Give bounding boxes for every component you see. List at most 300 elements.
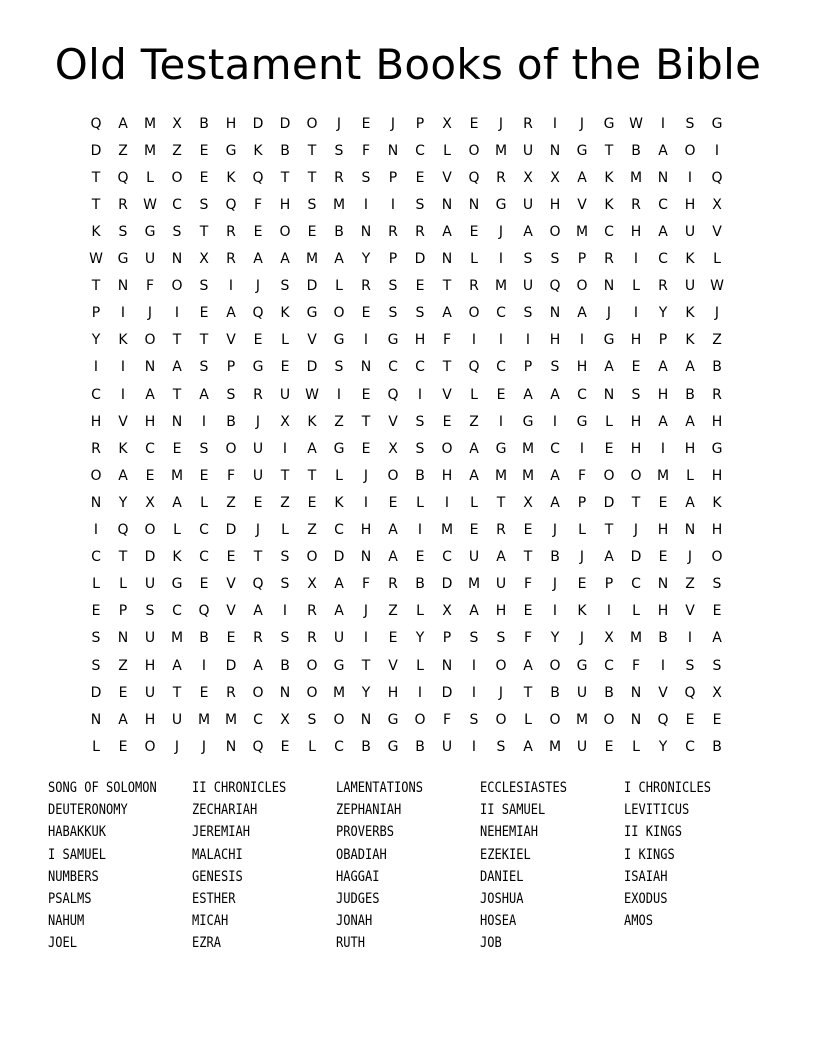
grid-letter[interactable]: Q	[90, 115, 102, 132]
grid-letter[interactable]: U	[171, 711, 183, 728]
grid-letter[interactable]: M	[170, 630, 184, 647]
grid-letter[interactable]: R	[658, 278, 668, 295]
grid-letter[interactable]: X	[172, 115, 182, 132]
grid-letter[interactable]: F	[361, 142, 371, 159]
grid-letter[interactable]: C	[631, 576, 641, 593]
grid-letter[interactable]: K	[577, 603, 587, 620]
grid-letter[interactable]: Q	[549, 278, 561, 295]
grid-letter[interactable]: V	[226, 332, 236, 349]
grid-letter[interactable]: Q	[468, 169, 480, 186]
grid-letter[interactable]: M	[548, 738, 562, 755]
grid-letter[interactable]: I	[687, 630, 693, 647]
grid-letter[interactable]: H	[144, 413, 156, 430]
grid-letter[interactable]: A	[199, 386, 209, 403]
grid-letter[interactable]: I	[471, 657, 477, 674]
grid-letter[interactable]: D	[306, 359, 318, 376]
grid-letter[interactable]: M	[494, 142, 508, 159]
grid-letter[interactable]: L	[92, 576, 100, 593]
grid-letter[interactable]: E	[604, 440, 614, 457]
grid-letter[interactable]: H	[657, 603, 669, 620]
grid-letter[interactable]: T	[604, 142, 614, 159]
grid-letter[interactable]: J	[255, 522, 261, 538]
grid-letter[interactable]: I	[687, 169, 693, 186]
grid-letter[interactable]: U	[576, 738, 588, 755]
grid-letter[interactable]: N	[90, 494, 102, 511]
grid-letter[interactable]: S	[685, 657, 695, 674]
grid-letter[interactable]: K	[253, 142, 263, 159]
grid-letter[interactable]: P	[523, 359, 533, 376]
grid-letter[interactable]: L	[416, 603, 424, 620]
grid-letter[interactable]: I	[201, 657, 207, 674]
grid-letter[interactable]: A	[469, 440, 479, 457]
grid-letter[interactable]: G	[387, 711, 399, 728]
grid-letter[interactable]: I	[579, 440, 585, 457]
grid-letter[interactable]: D	[225, 522, 237, 538]
grid-letter[interactable]: F	[523, 576, 533, 593]
grid-letter[interactable]: N	[171, 251, 183, 267]
grid-letter[interactable]: L	[416, 494, 424, 511]
grid-letter[interactable]: O	[603, 711, 615, 728]
grid-letter[interactable]: H	[144, 657, 156, 674]
grid-letter[interactable]: I	[444, 494, 450, 511]
grid-letter[interactable]: C	[145, 440, 155, 457]
grid-letter[interactable]: A	[604, 359, 614, 376]
grid-letter[interactable]: O	[684, 142, 696, 159]
grid-letter[interactable]: H	[684, 440, 696, 457]
grid-letter[interactable]: L	[632, 603, 640, 620]
grid-letter[interactable]: T	[523, 684, 533, 701]
grid-letter[interactable]: Q	[252, 305, 264, 322]
grid-letter[interactable]: G	[711, 440, 723, 457]
grid-letter[interactable]: K	[172, 549, 182, 566]
grid-letter[interactable]: O	[144, 522, 156, 538]
grid-letter[interactable]: O	[144, 738, 156, 755]
grid-letter[interactable]: H	[576, 359, 588, 376]
grid-letter[interactable]: H	[495, 603, 507, 620]
grid-letter[interactable]: O	[549, 223, 561, 240]
grid-letter[interactable]: V	[388, 657, 398, 674]
grid-letter[interactable]: G	[333, 440, 345, 457]
grid-letter[interactable]: T	[523, 549, 533, 566]
grid-letter[interactable]: V	[226, 576, 236, 593]
grid-letter[interactable]: E	[118, 684, 128, 701]
grid-letter[interactable]: B	[712, 738, 722, 755]
grid-letter[interactable]: S	[523, 305, 533, 322]
grid-letter[interactable]: C	[172, 196, 182, 213]
grid-letter[interactable]: I	[417, 386, 423, 403]
grid-letter[interactable]: L	[173, 522, 181, 538]
grid-letter[interactable]: P	[118, 603, 128, 620]
grid-letter[interactable]: U	[522, 196, 534, 213]
grid-letter[interactable]: B	[280, 142, 290, 159]
grid-letter[interactable]: N	[684, 522, 696, 538]
grid-letter[interactable]: T	[172, 386, 182, 403]
grid-letter[interactable]: L	[119, 576, 127, 593]
grid-letter[interactable]: I	[174, 305, 180, 322]
grid-letter[interactable]: S	[334, 359, 344, 376]
grid-letter[interactable]: F	[442, 332, 452, 349]
grid-letter[interactable]: B	[334, 223, 344, 240]
grid-letter[interactable]: U	[144, 251, 156, 267]
grid-letter[interactable]: M	[494, 278, 508, 295]
grid-letter[interactable]: N	[441, 657, 453, 674]
grid-letter[interactable]: R	[307, 630, 317, 647]
grid-letter[interactable]: S	[712, 657, 722, 674]
grid-letter[interactable]: J	[363, 603, 369, 620]
grid-letter[interactable]: I	[93, 522, 99, 538]
grid-letter[interactable]: T	[199, 223, 209, 240]
grid-letter[interactable]: I	[201, 413, 207, 430]
grid-letter[interactable]: M	[467, 576, 481, 593]
grid-letter[interactable]: B	[604, 684, 614, 701]
grid-letter[interactable]: E	[469, 522, 479, 538]
grid-letter[interactable]: K	[280, 305, 290, 322]
grid-letter[interactable]: V	[118, 413, 128, 430]
grid-letter[interactable]: A	[442, 305, 452, 322]
grid-letter[interactable]: P	[442, 630, 452, 647]
grid-letter[interactable]: P	[658, 332, 668, 349]
grid-letter[interactable]: F	[442, 711, 452, 728]
grid-letter[interactable]: J	[687, 549, 693, 566]
grid-letter[interactable]: G	[225, 142, 237, 159]
grid-letter[interactable]: V	[442, 169, 452, 186]
grid-letter[interactable]: T	[496, 494, 506, 511]
grid-letter[interactable]: H	[279, 196, 291, 213]
grid-letter[interactable]: N	[603, 386, 615, 403]
grid-letter[interactable]: H	[549, 196, 561, 213]
grid-letter[interactable]: M	[629, 630, 643, 647]
grid-letter[interactable]: Y	[361, 684, 371, 701]
grid-letter[interactable]: I	[579, 332, 585, 349]
grid-letter[interactable]: L	[335, 467, 343, 484]
grid-letter[interactable]: E	[199, 305, 209, 322]
grid-letter[interactable]: X	[145, 494, 155, 511]
grid-letter[interactable]: H	[360, 522, 372, 538]
grid-letter[interactable]: B	[631, 142, 641, 159]
grid-letter[interactable]: A	[334, 576, 344, 593]
grid-letter[interactable]: P	[577, 494, 587, 511]
grid-letter[interactable]: T	[631, 494, 641, 511]
grid-letter[interactable]: N	[225, 738, 237, 755]
grid-letter[interactable]: C	[658, 251, 668, 267]
grid-letter[interactable]: A	[334, 603, 344, 620]
grid-letter[interactable]: G	[576, 142, 588, 159]
grid-letter[interactable]: E	[712, 603, 722, 620]
grid-letter[interactable]: F	[253, 196, 263, 213]
grid-letter[interactable]: I	[660, 440, 666, 457]
grid-letter[interactable]: A	[172, 359, 182, 376]
grid-letter[interactable]: O	[306, 657, 318, 674]
grid-letter[interactable]: U	[684, 223, 696, 240]
grid-letter[interactable]: E	[199, 169, 209, 186]
grid-letter[interactable]: C	[253, 711, 263, 728]
grid-letter[interactable]: C	[415, 142, 425, 159]
grid-letter[interactable]: A	[685, 494, 695, 511]
grid-letter[interactable]: J	[255, 413, 261, 430]
grid-letter[interactable]: E	[469, 115, 479, 132]
grid-letter[interactable]: A	[469, 603, 479, 620]
grid-letter[interactable]: O	[306, 549, 318, 566]
grid-letter[interactable]: S	[307, 196, 317, 213]
grid-letter[interactable]: D	[630, 549, 642, 566]
grid-letter[interactable]: K	[118, 440, 128, 457]
grid-letter[interactable]: S	[199, 440, 209, 457]
grid-letter[interactable]: Z	[226, 494, 236, 511]
grid-letter[interactable]: B	[415, 467, 425, 484]
grid-letter[interactable]: X	[712, 684, 722, 701]
grid-letter[interactable]: I	[660, 657, 666, 674]
grid-letter[interactable]: S	[496, 738, 506, 755]
grid-letter[interactable]: X	[442, 115, 452, 132]
grid-letter[interactable]: S	[415, 305, 425, 322]
grid-letter[interactable]: S	[307, 711, 317, 728]
grid-letter[interactable]: A	[658, 359, 668, 376]
grid-letter[interactable]: C	[334, 738, 344, 755]
grid-letter[interactable]: C	[199, 522, 209, 538]
grid-letter[interactable]: Z	[307, 522, 317, 538]
grid-letter[interactable]: A	[334, 251, 344, 267]
grid-letter[interactable]: A	[145, 386, 155, 403]
grid-letter[interactable]: Z	[334, 413, 344, 430]
grid-letter[interactable]: I	[552, 603, 558, 620]
grid-letter[interactable]: S	[523, 251, 533, 267]
grid-letter[interactable]: L	[605, 413, 613, 430]
grid-letter[interactable]: U	[684, 278, 696, 295]
grid-letter[interactable]: B	[199, 115, 209, 132]
grid-letter[interactable]: E	[712, 711, 722, 728]
grid-letter[interactable]: I	[93, 359, 99, 376]
grid-letter[interactable]: L	[713, 251, 721, 267]
grid-letter[interactable]: N	[441, 196, 453, 213]
grid-letter[interactable]: U	[144, 684, 156, 701]
grid-letter[interactable]: X	[523, 494, 533, 511]
grid-letter[interactable]: I	[660, 115, 666, 132]
grid-letter[interactable]: X	[280, 711, 290, 728]
grid-letter[interactable]: G	[576, 657, 588, 674]
grid-letter[interactable]: R	[631, 196, 641, 213]
grid-letter[interactable]: L	[146, 169, 154, 186]
grid-letter[interactable]: H	[549, 332, 561, 349]
grid-letter[interactable]: C	[658, 196, 668, 213]
grid-letter[interactable]: E	[388, 630, 398, 647]
grid-letter[interactable]: I	[552, 413, 558, 430]
grid-letter[interactable]: R	[91, 440, 101, 457]
grid-letter[interactable]: E	[388, 494, 398, 511]
grid-letter[interactable]: T	[307, 142, 317, 159]
grid-letter[interactable]: N	[360, 359, 372, 376]
grid-letter[interactable]: X	[712, 196, 722, 213]
grid-letter[interactable]: U	[576, 684, 588, 701]
grid-letter[interactable]: T	[604, 522, 614, 538]
grid-letter[interactable]: R	[334, 169, 344, 186]
grid-letter[interactable]: B	[361, 738, 371, 755]
grid-letter[interactable]: Z	[172, 142, 182, 159]
grid-letter[interactable]: Z	[388, 603, 398, 620]
grid-letter[interactable]: I	[498, 332, 504, 349]
grid-letter[interactable]: H	[711, 522, 723, 538]
grid-letter[interactable]: W	[710, 278, 724, 295]
grid-letter[interactable]: P	[604, 576, 614, 593]
grid-letter[interactable]: Z	[685, 576, 695, 593]
grid-letter[interactable]: A	[685, 413, 695, 430]
grid-letter[interactable]: O	[144, 332, 156, 349]
grid-letter[interactable]: N	[630, 684, 642, 701]
grid-letter[interactable]: S	[550, 251, 560, 267]
grid-letter[interactable]: I	[633, 251, 639, 267]
grid-letter[interactable]: P	[226, 359, 236, 376]
grid-letter[interactable]: N	[549, 305, 561, 322]
grid-letter[interactable]: S	[415, 413, 425, 430]
grid-letter[interactable]: L	[470, 386, 478, 403]
grid-letter[interactable]: N	[657, 576, 669, 593]
grid-letter[interactable]: P	[415, 115, 425, 132]
grid-letter[interactable]: C	[172, 603, 182, 620]
grid-letter[interactable]: M	[197, 711, 211, 728]
grid-letter[interactable]: E	[199, 467, 209, 484]
grid-letter[interactable]: K	[118, 332, 128, 349]
grid-letter[interactable]: A	[253, 657, 263, 674]
grid-letter[interactable]: N	[171, 413, 183, 430]
grid-letter[interactable]: V	[712, 223, 722, 240]
grid-letter[interactable]: F	[631, 657, 641, 674]
grid-letter[interactable]: M	[332, 196, 346, 213]
grid-letter[interactable]: G	[117, 251, 129, 267]
grid-letter[interactable]: T	[118, 549, 128, 566]
grid-letter[interactable]: D	[414, 251, 426, 267]
grid-letter[interactable]: N	[549, 142, 561, 159]
grid-letter[interactable]: E	[415, 278, 425, 295]
grid-letter[interactable]: X	[280, 413, 290, 430]
grid-letter[interactable]: S	[388, 278, 398, 295]
grid-letter[interactable]: H	[711, 467, 723, 484]
grid-letter[interactable]: Y	[415, 630, 425, 647]
grid-letter[interactable]: W	[143, 196, 157, 213]
grid-letter[interactable]: U	[252, 467, 264, 484]
grid-letter[interactable]: E	[361, 115, 371, 132]
grid-letter[interactable]: K	[685, 332, 695, 349]
grid-letter[interactable]: E	[658, 549, 668, 566]
grid-letter[interactable]: I	[282, 603, 288, 620]
grid-letter[interactable]: J	[174, 738, 180, 755]
grid-letter[interactable]: R	[496, 169, 506, 186]
grid-letter[interactable]: L	[443, 142, 451, 159]
grid-letter[interactable]: F	[577, 467, 587, 484]
grid-letter[interactable]: A	[550, 494, 560, 511]
grid-letter[interactable]: E	[523, 522, 533, 538]
grid-letter[interactable]: A	[253, 603, 263, 620]
grid-letter[interactable]: P	[388, 251, 398, 267]
grid-letter[interactable]: M	[170, 467, 184, 484]
grid-letter[interactable]: L	[686, 467, 694, 484]
grid-letter[interactable]: P	[388, 169, 398, 186]
grid-letter[interactable]: J	[390, 115, 396, 132]
grid-letter[interactable]: J	[498, 115, 504, 132]
grid-letter[interactable]: A	[523, 738, 533, 755]
grid-letter[interactable]: J	[336, 115, 342, 132]
grid-letter[interactable]: L	[470, 494, 478, 511]
grid-letter[interactable]: S	[712, 576, 722, 593]
grid-letter[interactable]: D	[603, 494, 615, 511]
grid-letter[interactable]: O	[279, 223, 291, 240]
grid-letter[interactable]: F	[361, 576, 371, 593]
grid-letter[interactable]: S	[199, 196, 209, 213]
grid-letter[interactable]: S	[91, 630, 101, 647]
grid-letter[interactable]: O	[630, 467, 642, 484]
grid-letter[interactable]: X	[388, 440, 398, 457]
grid-letter[interactable]: F	[145, 278, 155, 295]
grid-letter[interactable]: E	[145, 467, 155, 484]
grid-letter[interactable]: L	[92, 738, 100, 755]
grid-letter[interactable]: C	[388, 359, 398, 376]
grid-letter[interactable]: Q	[252, 576, 264, 593]
grid-letter[interactable]: N	[657, 169, 669, 186]
grid-letter[interactable]: I	[471, 684, 477, 701]
grid-letter[interactable]: C	[334, 522, 344, 538]
grid-letter[interactable]: T	[361, 413, 371, 430]
grid-letter[interactable]: G	[576, 413, 588, 430]
grid-letter[interactable]: N	[360, 223, 372, 240]
grid-letter[interactable]: E	[91, 603, 101, 620]
grid-letter[interactable]: U	[468, 549, 480, 566]
grid-letter[interactable]: K	[712, 494, 722, 511]
grid-letter[interactable]: C	[604, 223, 614, 240]
grid-letter[interactable]: G	[387, 332, 399, 349]
grid-letter[interactable]: R	[523, 115, 533, 132]
grid-letter[interactable]: E	[658, 494, 668, 511]
grid-letter[interactable]: F	[523, 630, 533, 647]
grid-letter[interactable]: V	[658, 684, 668, 701]
grid-letter[interactable]: T	[253, 549, 263, 566]
grid-letter[interactable]: Q	[198, 603, 210, 620]
grid-letter[interactable]: I	[363, 332, 369, 349]
grid-letter[interactable]: I	[552, 115, 558, 132]
grid-letter[interactable]: Z	[118, 657, 128, 674]
grid-letter[interactable]: A	[550, 386, 560, 403]
grid-letter[interactable]: C	[91, 386, 101, 403]
grid-letter[interactable]: L	[308, 738, 316, 755]
grid-letter[interactable]: T	[307, 169, 317, 186]
grid-letter[interactable]: F	[226, 467, 236, 484]
grid-letter[interactable]: H	[657, 386, 669, 403]
grid-letter[interactable]: C	[550, 440, 560, 457]
grid-letter[interactable]: N	[603, 278, 615, 295]
grid-letter[interactable]: E	[253, 494, 263, 511]
grid-letter[interactable]: I	[120, 386, 126, 403]
grid-letter[interactable]: A	[388, 522, 398, 538]
grid-letter[interactable]: R	[226, 251, 236, 267]
grid-letter[interactable]: A	[253, 251, 263, 267]
grid-letter[interactable]: V	[577, 196, 587, 213]
grid-letter[interactable]: Y	[658, 305, 668, 322]
grid-letter[interactable]: E	[469, 223, 479, 240]
grid-letter[interactable]: R	[253, 386, 263, 403]
grid-letter[interactable]: R	[118, 196, 128, 213]
grid-letter[interactable]: V	[226, 603, 236, 620]
grid-letter[interactable]: S	[91, 657, 101, 674]
grid-letter[interactable]: I	[714, 142, 720, 159]
grid-letter[interactable]: O	[306, 684, 318, 701]
grid-letter[interactable]: J	[552, 522, 558, 538]
grid-letter[interactable]: H	[225, 115, 237, 132]
grid-letter[interactable]: I	[363, 630, 369, 647]
grid-letter[interactable]: G	[252, 359, 264, 376]
grid-letter[interactable]: A	[658, 223, 668, 240]
grid-letter[interactable]: L	[470, 251, 478, 267]
grid-letter[interactable]: S	[280, 630, 290, 647]
grid-letter[interactable]: L	[416, 657, 424, 674]
grid-letter[interactable]: O	[387, 467, 399, 484]
grid-letter[interactable]: Q	[657, 711, 669, 728]
